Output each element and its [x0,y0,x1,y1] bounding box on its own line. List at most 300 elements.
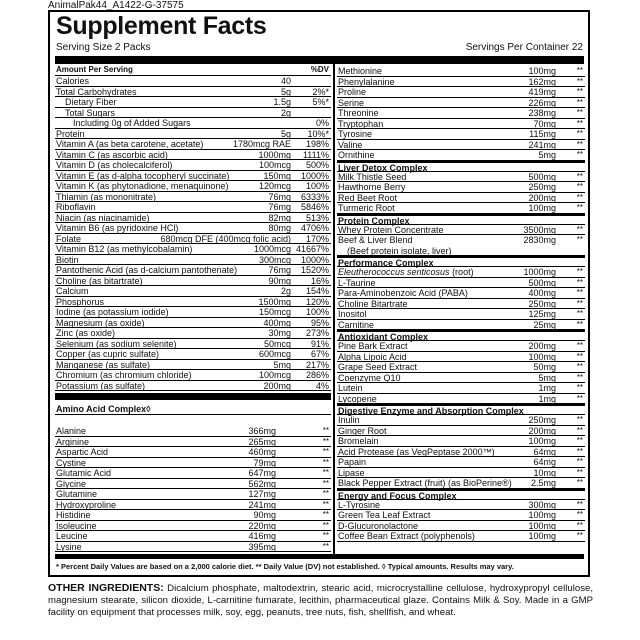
nutrient-row [337,278,585,289]
nutrient-row [55,192,331,203]
section-title-text: Digestive Enzyme and Absorption Complex [338,406,524,416]
nutrient-name: Selenium (as sodium selenite) [56,338,177,349]
nutrient-row [55,150,331,161]
nutrient-name: Calcium [56,286,89,296]
nutrient-amount: 419mg [528,87,556,97]
nutrient-dv: 100% [305,307,329,317]
nutrient-row [337,394,585,405]
nutrient-row [55,297,331,308]
nutrient-row [337,478,585,489]
nutrient-amount: 82mg [268,212,291,223]
nutrient-amount: 5mg [273,359,291,370]
nutrient-name: L-Tyrosine [338,499,381,510]
nutrient-name: Choline (as bitartrate) [56,275,143,286]
nutrient-amount: 125mg [528,309,556,319]
nutrient-name: Lipase [338,467,365,478]
nutrient-row [337,531,585,542]
nutrient-dv: 6333% [300,191,329,202]
nutrient-name: Folate [56,233,82,244]
footnote: * Percent Daily Values are based on a 2,000 calorie diet. ** Daily Value (DV) not established. ◊ Typical amounts. Results may vary. [56,562,514,571]
nutrient-row [337,415,585,426]
nutrient-amount: 250mg [528,298,556,309]
nutrient-name: Ornithine [338,150,375,160]
nutrient-dv: ** [322,520,329,530]
nutrient-name: Coenzyme Q10 [338,372,401,383]
nutrient-amount: 115mg [529,129,556,139]
nutrient-amount: 79mg [253,457,276,468]
servings-per-container: Servings Per Container 22 [465,42,583,53]
nutrient-row [337,510,585,521]
nutrient-row [337,320,585,331]
nutrient-name-suffix: (root) [449,267,474,277]
nutrient-dv: 198% [305,139,329,149]
nutrient-dv: 95% [310,317,329,328]
nutrient-dv: ** [576,499,583,509]
nutrient-dv: 273% [305,328,329,338]
nutrient-dv: ** [576,277,583,287]
nutrient-dv: 67% [310,349,329,359]
nutrient-amount: 90mg [268,275,291,286]
nutrient-name: Isoleucine [56,520,97,531]
nutrient-row [337,457,585,468]
nutrient-row [337,426,585,437]
nutrient-name: Histidine [56,510,91,520]
nutrient-row [55,223,331,234]
nutrient-amount: 5g [280,128,291,139]
nutrient-name: Milk Thistle Seed [338,171,407,182]
nutrient-name: Arginine [56,436,90,447]
nutrient-row [55,244,331,255]
nutrient-name: Lycopene [338,393,377,404]
nutrient-amount: 3500mg [523,224,556,235]
nutrient-name: Phenylalanine [338,76,395,87]
nutrient-row [337,140,585,151]
nutrient-name: Para-Aminobenzoic Acid (PABA) [338,288,468,298]
nutrient-row [55,437,331,448]
nutrient-amount: 100mg [528,203,556,213]
nutrient-dv: 5846% [300,202,329,212]
nutrient-amount: 127mg [248,489,276,499]
nutrient-name: Papain [338,457,367,467]
nutrient-name: Including 0g of Added Sugars [73,118,191,128]
nutrient-dv: ** [322,426,329,435]
nutrient-amount: 416mg [248,531,276,541]
nutrient-name: Alanine [56,426,87,436]
nutrient-dv: ** [576,436,583,445]
nutrient-row [337,436,585,447]
nutrient-name: Turmeric Root [338,203,395,213]
nutrient-amount: 25mg [533,319,556,330]
nutrient-dv: ** [576,446,583,456]
nutrient-amount: 250mg [528,415,556,425]
section-title-text: Energy and Focus Complex [338,490,457,501]
nutrient-name: Methionine [338,66,383,76]
nutrient-name: Glutamine [56,489,98,499]
nutrient-amount: 5mg [538,372,556,383]
nutrient-dv: ** [322,489,329,498]
nutrient-row [55,349,331,360]
nutrient-dv: 217% [305,359,329,370]
nutrient-row [337,288,585,299]
nutrient-amount: 150mg [263,170,291,181]
nutrient-row [337,150,585,161]
nutrient-row [337,129,585,140]
right-column [337,66,585,542]
nutrient-dv: ** [576,118,583,128]
nutrient-row [55,510,331,521]
nutrient-name: Copper (as cupric sulfate) [56,349,160,359]
nutrient-name: Serine [338,97,365,108]
nutrient-row [55,426,331,437]
nutrient-amount: 400mg [528,288,556,298]
nutrient-row [55,458,331,469]
nutrient-dv: ** [576,288,583,297]
nutrient-amount: 200mg [528,425,556,436]
nutrient-name: Ginger Root [338,425,387,436]
nutrient-dv: 1520% [300,265,329,275]
amino-list [55,426,331,552]
nutrient-dv: ** [322,447,329,456]
nutrient-dv: ** [576,150,583,159]
nutrient-name: Vitamin B6 (as pyridoxine HCl) [56,223,179,233]
nutrient-dv: ** [576,182,583,191]
nutrient-row [55,97,331,108]
nutrient-amount: 2.5mg [530,478,556,488]
other-ingredients-text: Dicalcium phosphate, maltodextrin, stearic acid, microcrystalline cellulose, hydroxypropyl cellulose, magnesium stearate, silicon dioxide, L-carnitine fumarate, lecithin, pharmaceutical glaze. Contains Milk & Soy. Made in a GMP facility on equipment that processes milk, soy, egg, peanuts, tree nuts, fish, shellfish, and wheat. [48,583,593,618]
nutrient-dv: ** [322,541,329,551]
nutrient-dv: ** [576,171,583,181]
nutrient-name: Leucine [56,531,88,541]
nutrient-amount: 70mg [533,118,556,129]
nutrient-amount: 76mg [268,202,291,212]
nutrient-dv: ** [576,467,583,477]
nutrient-dv: ** [576,520,583,530]
nutrient-amount: 40 [280,76,291,86]
nutrient-amount: 100mcg [258,370,291,380]
nutrient-name: Lysine [56,541,82,552]
nutrient-amount: 50mg [533,362,556,372]
nutrient-amount: 1780mcg RAE [232,139,291,149]
column-divider [333,57,335,557]
nutrient-dv: ** [576,531,583,540]
nutrient-amount: 100mg [528,510,556,520]
nutrient-dv: ** [576,372,583,382]
nutrient-dv: 500% [305,160,329,170]
nutrient-dv: ** [576,66,583,75]
nutrient-amount: 300mg [528,499,556,510]
nutrient-dv: 286% [305,370,329,380]
nutrient-name: Total Carbohydrates [56,86,137,97]
nutrient-name: Tryptophan [338,118,384,129]
nutrient-dv: ** [322,468,329,477]
nutrient-amount: 1500mg [258,296,291,307]
nutrient-row [337,193,585,204]
nutrient-dv: ** [576,319,583,329]
nutrient-name: Vitamin A (as beta carotene, acetate) [56,139,204,149]
nutrient-amount: 64mg [533,457,556,467]
left-column [55,64,331,415]
nutrient-row [337,66,585,77]
nutrient-amount: 680mcg DFE (400mcg folic acid) [160,233,291,244]
section-title-text: Liver Detox Complex [338,162,428,173]
nutrient-row [55,139,331,150]
nutrient-dv: ** [322,457,329,467]
nutrient-dv: 170% [305,233,329,244]
nutrient-amount: 1000mg [258,149,291,160]
nutrient-name: Total Sugars [65,107,116,118]
nutrient-amount: 250mg [528,182,556,192]
nutrient-amount: 200mg [528,341,556,351]
nutrient-dv: ** [576,457,583,466]
nutrient-row [55,129,331,140]
nutrient-name: Vitamin E (as d-alpha tocopheryl succinate) [56,170,230,181]
nutrient-dv: ** [576,341,583,350]
amount-per-serving-label: Amount Per Serving [56,65,133,74]
nutrient-dv: ** [576,393,583,403]
dv-label: %DV [310,65,329,74]
nutrient-dv: 5%* [312,97,329,107]
nutrient-row [55,276,331,287]
nutrient-amount: 90mg [253,510,276,520]
other-ingredients-label: OTHER INGREDIENTS: [48,582,164,594]
nutrient-name: Alpha Lipoic Acid [338,351,407,362]
nutrient-row [337,352,585,363]
nutrient-name: Choline Bitartrate [338,298,408,309]
nutrient-dv: ** [576,298,583,308]
nutrient-dv: ** [576,203,583,212]
nutrient-dv: ** [576,383,583,392]
other-ingredients [48,582,593,619]
amino-section-title: Amino Acid Complex◊ [55,404,331,415]
nutrient-row [55,468,331,479]
nutrient-row [337,182,585,193]
nutrient-dv: ** [576,87,583,96]
nutrient-amount: 5mg [538,150,556,160]
nutrient-dv: 41667% [295,244,329,254]
nutrient-name: Riboflavin [56,202,96,212]
nutrient-name: Vitamin B12 (as methylcobalamin) [56,244,193,254]
nutrient-row [55,521,331,532]
nutrient-name: Biotin [56,254,79,265]
nutrient-dv: 0% [315,118,329,128]
nutrient-dv: ** [576,108,583,117]
nutrient-row [55,500,331,511]
nutrient-row [55,489,331,500]
nutrient-amount: 2g [280,286,291,296]
nutrient-row [337,341,585,352]
nutrient-dv: 1111% [302,149,329,160]
nutrient-row [55,531,331,542]
nutrient-dv: 91% [310,338,329,349]
nutrient-amount: 1mg [538,383,556,393]
nutrient-amount: 220mg [248,520,276,531]
section-title [337,330,585,341]
nutrient-name: Red Beet Root [338,192,398,203]
nutrient-row [55,118,331,129]
nutrient-name: Hydroxyproline [56,499,117,510]
nutrient-amount: 226mg [528,97,556,108]
nutrient-dv: 100% [305,181,329,191]
nutrient-row [55,381,331,392]
nutrient-name: Magnesium (as oxide) [56,317,145,328]
serving-size: Serving Size 2 Packs [56,42,151,53]
nutrient-row [337,383,585,394]
nutrient-amount: 2g [280,107,291,118]
nutrient-amount: 647mg [248,468,276,478]
nutrient-dv: 1000% [300,254,329,265]
nutrient-amount: 100mg [528,531,556,541]
nutrient-row [55,328,331,339]
nutrient-row [337,108,585,119]
nutrient-dv: 1000% [300,170,329,181]
nutrient-row [55,542,331,553]
nutrient-dv: 10%* [307,128,329,139]
nutrient-amount: 2830mg [523,235,556,245]
nutrient-amount: 50mcg [263,338,291,349]
nutrient-amount: 150mcg [258,307,291,317]
nutrient-row [55,286,331,297]
nutrient-name: Bromelain [338,436,379,446]
nutrient-row [55,213,331,224]
nutrient-row [337,246,585,257]
nutrient-row [55,87,331,98]
nutrient-row [337,362,585,373]
nutrient-name: Dietary Fiber [65,97,117,107]
nutrient-amount: 1000mg [523,267,556,277]
nutrient-row [337,235,585,246]
nutrient-dv: ** [576,425,583,435]
nutrient-row [337,299,585,310]
nutrient-amount: 64mg [533,446,556,457]
nutrient-row [55,76,331,87]
nutrient-name: Phosphorus [56,296,105,307]
nutrient-dv: ** [576,76,583,86]
nutrient-row [55,108,331,119]
section-title [337,489,585,500]
nutrient-name: Vitamin K (as phytonadione, menaquinone) [56,181,229,191]
nutrient-name: Zinc (as oxide) [56,328,116,338]
nutrient-amount: 562mg [248,478,276,489]
nutrient-dv: ** [576,362,583,371]
nutrient-amount: 300mcg [258,254,291,265]
nutrient-amount: 1000mcg [253,244,291,254]
nutrient-name: D-Glucuronolactone [338,520,419,531]
nutrient-amount: 200mg [528,192,556,203]
nutrient-name: Proline [338,87,367,97]
nutrient-dv: ** [576,129,583,138]
nutrient-name: Inositol [338,309,367,319]
section-title-text: Protein Complex [338,215,410,226]
nutrient-row [55,181,331,192]
nutrient-name: Valine [338,139,363,150]
nutrient-row [337,203,585,214]
nutrient-row [337,468,585,479]
nutrient-name-italic: Eleutherococcus senticosus [338,267,450,277]
nutrient-amount: 200mg [263,380,291,391]
nutrient-amount: 395mg [248,541,276,552]
nutrient-amount: 241mg [248,499,276,510]
nutrient-row [337,98,585,109]
nutrient-row [337,267,585,278]
nutrient-row [337,500,585,511]
nutrient-dv: 154% [305,286,329,296]
section-thick-rule [55,393,331,400]
nutrient-row [55,202,331,213]
section-title [337,256,585,267]
nutrient-amount: 1.5g [273,97,291,107]
nutrient-row [337,309,585,320]
nutrient-name: Glutamic Acid [56,468,112,478]
nutrient-row [55,307,331,318]
nutrient-name: Grape Seed Extract [338,362,418,372]
nutrient-name: Acid Protease (as VegPeptase 2000™) [338,446,495,457]
document-id: AnimalPak44_A1422-G-37575 [48,0,184,11]
nutrient-dv: ** [576,235,583,244]
nutrient-dv: ** [576,510,583,519]
nutrient-amount: 100mg [528,66,556,76]
nutrient-row [55,255,331,266]
nutrient-name: Beef & Liver Blend [338,235,413,245]
nutrient-name: Inulin [338,415,360,425]
nutrient-name: Carnitine [338,319,375,330]
nutrient-amount: 265mg [248,436,276,447]
nutrient-dv: ** [576,478,583,487]
nutrient-amount: 366mg [248,426,276,436]
nutrient-row [337,225,585,236]
nutrient-dv: 4% [315,380,329,391]
nutrient-dv: ** [576,97,583,107]
nutrient-dv: ** [576,351,583,361]
nutrient-name: Hawthorne Berry [338,182,406,192]
nutrient-amount: 238mg [528,108,556,118]
nutrient-dv: ** [576,224,583,234]
nutrient-row [55,160,331,171]
section-title-text: Antioxidant Complex [338,332,429,342]
nutrient-amount: 100mcg [258,160,291,170]
nutrient-dv: 120% [305,296,329,307]
nutrient-row [337,521,585,532]
nutrient-name: Calories [56,76,90,86]
nutrient-amount: 80mg [268,223,291,233]
panel-title: Supplement Facts [56,12,267,40]
nutrient-row [55,171,331,182]
nutrient-row [55,370,331,381]
nutrient-name: Tyrosine [338,129,373,139]
nutrient-name: L-Taurine [338,277,376,288]
nutrient-name: Iodine (as potassium iodide) [56,307,169,317]
nutrient-name: Green Tea Leaf Extract [338,510,431,520]
nutrient-amount: 100mg [528,436,556,446]
nutrient-name: Chromium (as chromium chloride) [56,370,192,380]
nutrient-list [55,76,331,391]
nutrient-dv: ** [576,139,583,149]
section-title [337,214,585,225]
nutrient-amount: 100mg [528,351,556,362]
nutrient-name: Niacin (as niacinamide) [56,212,150,223]
nutrient-row [337,77,585,88]
nutrient-dv: ** [576,267,583,276]
nutrient-dv: 2%* [312,86,329,97]
nutrient-amount: 76mg [268,191,291,202]
nutrient-row [337,447,585,458]
nutrient-amount: 1mg [538,393,556,404]
nutrient-dv: ** [322,499,329,509]
nutrient-row [55,479,331,490]
nutrient-dv: ** [322,531,329,540]
nutrient-amount: 100mg [528,520,556,531]
nutrient-amount: 400mg [263,317,291,328]
nutrient-row [337,87,585,98]
